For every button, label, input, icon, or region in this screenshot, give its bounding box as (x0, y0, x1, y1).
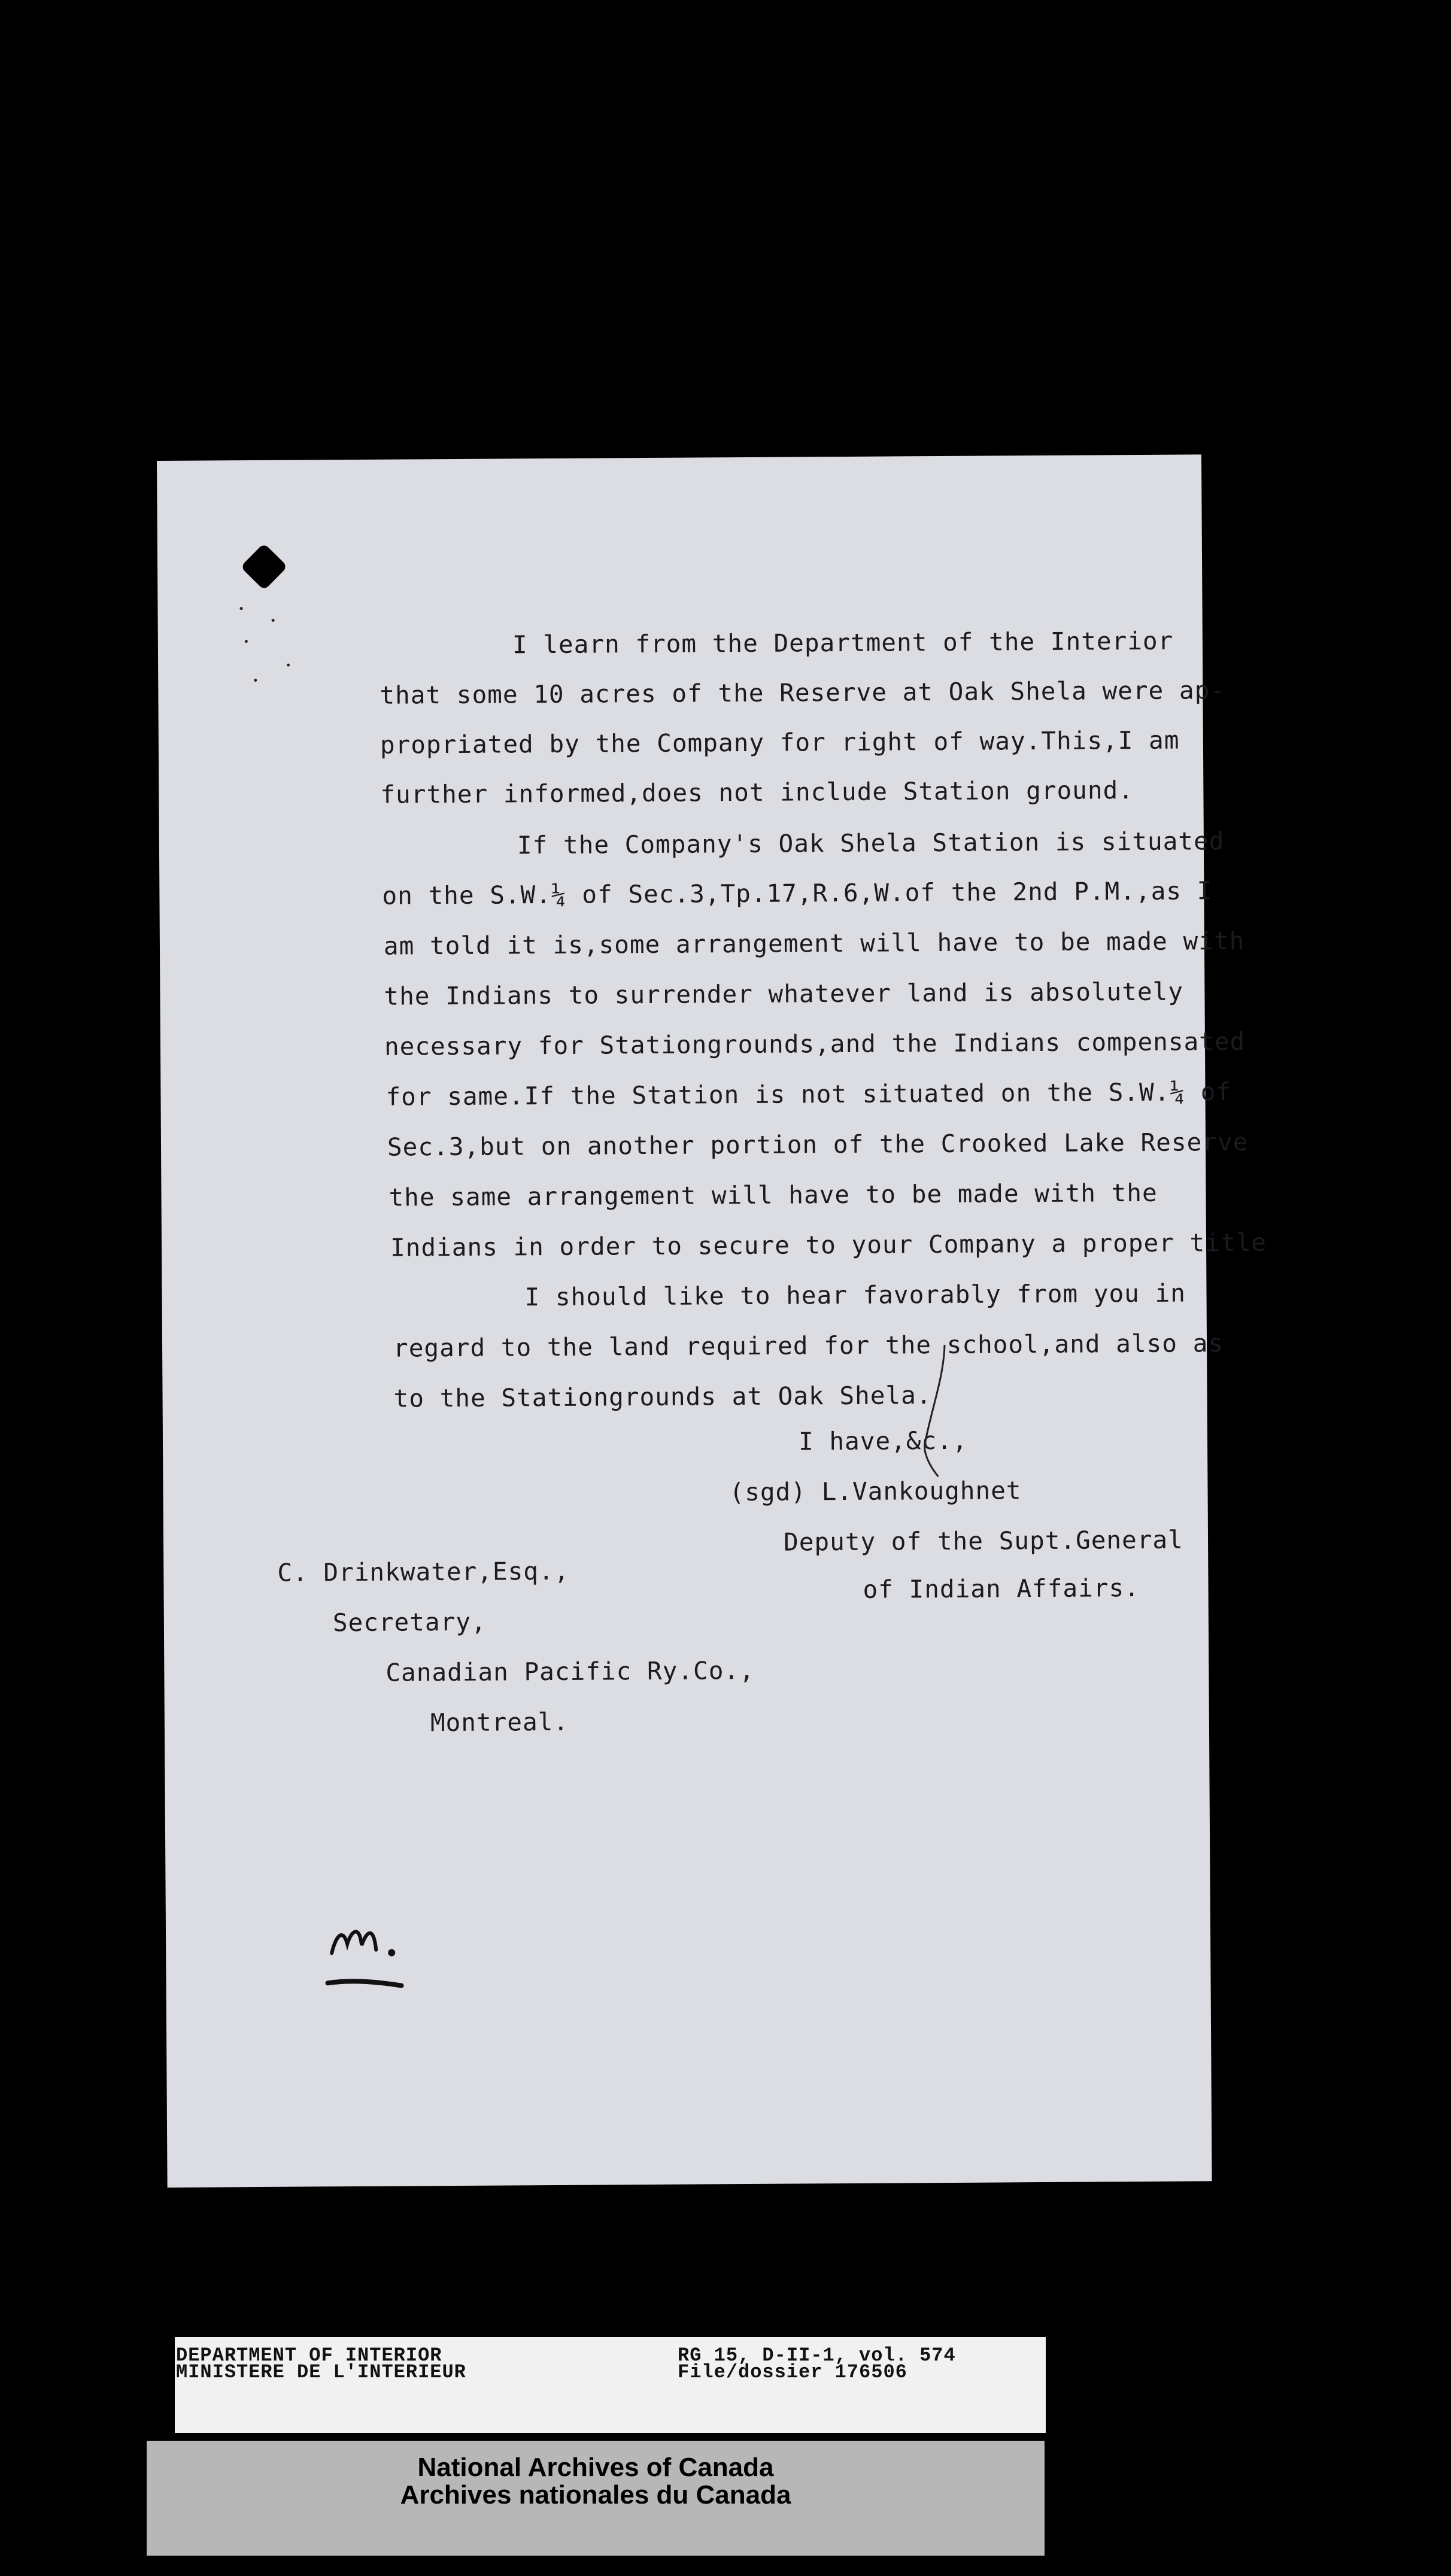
speck (287, 664, 290, 667)
pencil-mark (919, 1342, 956, 1480)
speck (254, 679, 257, 682)
speck (239, 607, 242, 610)
archives-banner (147, 2441, 1045, 2556)
archive-label (175, 2337, 1046, 2433)
file-number: File/dossier 176506 (678, 2361, 907, 2383)
record-reference: RG 15, D-II-1, vol. 574 (678, 2344, 956, 2367)
letter-line: I learn from the Department of the Interior (512, 626, 1174, 660)
addressee-line: Montreal. (430, 1707, 569, 1737)
letter-line: am told it is,some arrangement will have to be made with (383, 926, 1245, 961)
document-page (157, 454, 1267, 2188)
letter-line: If the Company's Oak Shela Station is situated (517, 827, 1225, 860)
addressee-line: Canadian Pacific Ry.Co., (385, 1655, 755, 1687)
letter-line: the same arrangement will have to be made with the (388, 1178, 1158, 1212)
letter-line: that some 10 acres of the Reserve at Oak Shela were ap- (380, 676, 1226, 710)
archives-fr: Archives nationales du Canada (400, 2480, 791, 2510)
speck (245, 640, 248, 643)
addressee-line: Secretary, (332, 1607, 487, 1638)
dept-en: DEPARTMENT OF INTERIOR (176, 2344, 442, 2367)
letter-line: the Indians to surrender whatever land is absolutely (384, 977, 1184, 1011)
signature: (sgd) L.Vankoughnet (729, 1476, 1022, 1507)
closing: I have,&c., (798, 1426, 968, 1456)
handwritten-initial (324, 1907, 421, 1998)
addressee-line: C. Drinkwater,Esq., (277, 1556, 570, 1587)
signatory-title: Deputy of the Supt.General (783, 1525, 1183, 1557)
letter-line: further informed,does not include Station ground. (380, 776, 1134, 809)
letter-line: Sec.3,but on another portion of the Crooked Lake Reserve (387, 1127, 1249, 1162)
letter-line: Indians in order to secure to your Company a proper title (390, 1228, 1267, 1262)
dept-fr: MINISTERE DE L'INTERIEUR (176, 2361, 466, 2383)
letter-line: to the Stationgrounds at Oak Shela. (393, 1381, 932, 1413)
speck (272, 619, 275, 622)
letter-line: on the S.W.¼ of Sec.3,Tp.17,R.6,W.of the 2nd P.M.,as I (382, 876, 1213, 910)
letter-line: I should like to hear favorably from you in (524, 1278, 1186, 1312)
archives-en: National Archives of Canada (417, 2453, 774, 2482)
punch-hole (240, 543, 287, 590)
letter-line: regard to the land required for the school,and also as (393, 1329, 1224, 1363)
signatory-title: of Indian Affairs. (863, 1573, 1140, 1604)
letter-line: propriated by the Company for right of way.This,I am (380, 725, 1180, 760)
letter-line: necessary for Stationgrounds,and the Indians compensated (384, 1026, 1246, 1061)
letter-line: for same.If the Station is not situated on the S.W.¼ of (385, 1077, 1232, 1111)
